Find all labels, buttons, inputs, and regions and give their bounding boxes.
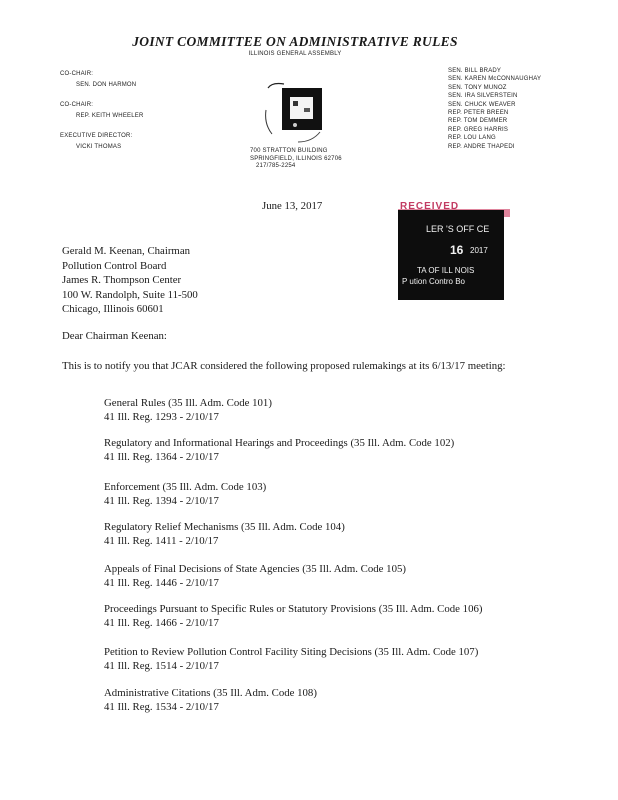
rulemaking-register: 41 Ill. Reg. 1514 - 2/10/17 xyxy=(104,660,219,673)
co-chair2-name: REP. KEITH WHEELER xyxy=(76,113,144,119)
member-name: REP. LOU LANG xyxy=(448,135,496,142)
state-seal-icon xyxy=(262,80,328,146)
rulemaking-title: Petition to Review Pollution Control Facility Siting Decisions (35 Ill. Adm. Code 107) xyxy=(104,646,479,658)
rulemaking-item xyxy=(104,602,482,631)
rulemaking-title: Appeals of Final Decisions of State Agencies (35 Ill. Adm. Code 105) xyxy=(104,563,406,575)
rulemaking-register: 41 Ill. Reg. 1534 - 2/10/17 xyxy=(104,701,219,714)
executive-director-name: VICKI THOMAS xyxy=(76,144,122,150)
stamp-year: 2017 xyxy=(470,246,488,255)
executive-director-label: EXECUTIVE DIRECTOR: xyxy=(60,133,133,139)
co-chair-name: SEN. DON HARMON xyxy=(76,82,137,88)
salutation: Dear Chairman Keenan: xyxy=(62,330,167,342)
recipient-line: Pollution Control Board xyxy=(62,259,167,272)
stamp-board-text: P ution Contro Bo xyxy=(402,277,466,286)
rulemaking-title: Regulatory and Informational Hearings and Proceedings (35 Ill. Adm. Code 102) xyxy=(104,437,455,449)
member-name: REP. TOM DEMMER xyxy=(448,118,508,125)
rulemaking-register: 41 Ill. Reg. 1293 - 2/10/17 xyxy=(104,411,219,424)
rulemaking-item xyxy=(104,686,317,715)
stamp-state-text: TA OF ILL NOIS xyxy=(417,266,475,275)
rulemaking-register: 41 Ill. Reg. 1446 - 2/10/17 xyxy=(104,577,219,590)
stamp-office-text: LER 'S OFF CE xyxy=(426,224,490,234)
rulemaking-title: Enforcement (35 Ill. Adm. Code 103) xyxy=(104,481,267,493)
rulemaking-item xyxy=(104,562,406,591)
rulemaking-register: 41 Ill. Reg. 1394 - 2/10/17 xyxy=(104,495,219,508)
recipient-line: 100 W. Randolph, Suite 11-500 xyxy=(62,288,198,301)
letter-date: June 13, 2017 xyxy=(262,200,323,212)
recipient-line: James R. Thompson Center xyxy=(62,274,182,287)
address-line: 700 STRATTON BUILDING xyxy=(250,148,328,154)
recipient-line: Gerald M. Keenan, Chairman xyxy=(62,245,191,257)
rulemaking-title: Proceedings Pursuant to Specific Rules or Statutory Provisions (35 Ill. Adm. Code 106) xyxy=(104,603,483,615)
co-chair-label: CO-CHAIR: xyxy=(60,71,94,77)
rulemaking-item xyxy=(104,436,454,465)
received-stamp xyxy=(398,201,504,300)
rulemaking-register: 41 Ill. Reg. 1411 - 2/10/17 xyxy=(104,535,219,548)
member-name: REP. ANDRE THAPEDI xyxy=(448,143,515,150)
stamp-received-text: RECEIVED xyxy=(400,201,460,212)
member-name: SEN. IRA SILVERSTEIN xyxy=(448,93,518,100)
committee-address xyxy=(250,148,342,171)
member-name: SEN. KAREN McCONNAUGHAY xyxy=(448,76,542,83)
co-chair2-label: CO-CHAIR: xyxy=(60,102,94,108)
rulemaking-title: Regulatory Relief Mechanisms (35 Ill. Adm. Code 104) xyxy=(104,521,345,533)
rulemaking-item xyxy=(104,645,478,674)
address-line: SPRINGFIELD, ILLINOIS 62706 xyxy=(250,155,342,162)
rulemaking-item xyxy=(104,396,272,425)
rulemaking-title: General Rules (35 Ill. Adm. Code 101) xyxy=(104,397,272,409)
intro-paragraph: This is to notify you that JCAR considered the following proposed rulemakings at its 6/13/17 meeting: xyxy=(62,360,506,372)
rulemaking-register: 41 Ill. Reg. 1364 - 2/10/17 xyxy=(104,451,219,464)
committee-subtitle: ILLINOIS GENERAL ASSEMBLY xyxy=(248,51,342,57)
member-name: SEN. CHUCK WEAVER xyxy=(448,101,516,108)
rulemaking-title: Administrative Citations (35 Ill. Adm. Code 108) xyxy=(104,687,317,699)
recipient-address xyxy=(62,244,198,317)
member-list xyxy=(448,67,541,151)
recipient-line: Chicago, Illinois 60601 xyxy=(62,303,164,316)
member-name: SEN. TONY MUNOZ xyxy=(448,84,507,91)
rulemaking-register: 41 Ill. Reg. 1466 - 2/10/17 xyxy=(104,617,219,630)
member-name: REP. PETER BREEN xyxy=(448,110,509,117)
member-name: REP. GREG HARRIS xyxy=(448,126,509,133)
rulemaking-item xyxy=(104,520,345,549)
member-name: SEN. BILL BRADY xyxy=(448,68,502,74)
rulemaking-item xyxy=(104,480,266,509)
stamp-day: 16 xyxy=(450,243,464,257)
phone-number: 217/785-2254 xyxy=(256,163,296,169)
committee-title: JOINT COMMITTEE ON ADMINISTRATIVE RULES xyxy=(132,34,458,49)
